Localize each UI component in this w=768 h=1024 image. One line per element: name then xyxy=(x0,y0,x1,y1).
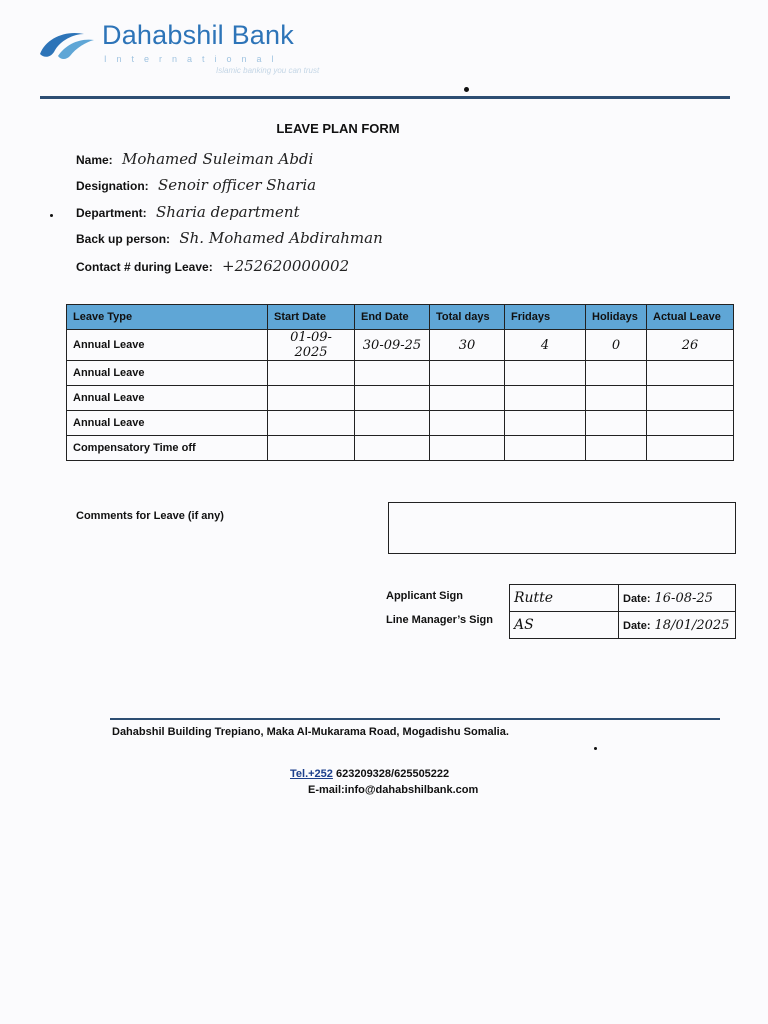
leave-type-cell: Annual Leave xyxy=(67,361,268,386)
leave-type-cell: Compensatory Time off xyxy=(67,436,268,461)
table-header-row xyxy=(67,305,734,330)
table-row xyxy=(67,330,734,361)
footer-email[interactable]: E-mail:info@dahabshilbank.com xyxy=(308,784,479,796)
form-title: LEAVE PLAN FORM xyxy=(276,121,400,136)
col-leave-type: Leave Type xyxy=(67,305,268,330)
ink-dot xyxy=(594,747,597,750)
applicant-date xyxy=(619,585,736,612)
designation-label: Designation: xyxy=(76,179,149,193)
signature-table xyxy=(509,584,736,639)
col-fridays: Fridays xyxy=(505,305,586,330)
comments-box[interactable] xyxy=(388,502,736,554)
holidays-cell xyxy=(586,386,647,411)
start-date-cell xyxy=(268,436,355,461)
manager-signature: AS xyxy=(510,612,619,639)
ink-dot xyxy=(464,87,469,92)
leave-type-cell: Annual Leave xyxy=(67,330,268,361)
table-row xyxy=(67,436,734,461)
manager-date xyxy=(619,612,736,639)
actual-leave-cell: 26 xyxy=(647,330,734,361)
department-value: Sharia department xyxy=(156,203,300,221)
bank-logo xyxy=(36,18,336,82)
bank-tagline: Islamic banking you can trust xyxy=(216,66,320,75)
end-date-cell xyxy=(355,436,430,461)
start-date-cell: 01-09-2025 xyxy=(268,330,355,361)
start-date-cell xyxy=(268,411,355,436)
manager-sign-label: Line Manager’s Sign xyxy=(386,614,493,626)
telephone-numbers: 623209328/625505222 xyxy=(332,768,450,780)
footer-telephone xyxy=(290,768,449,780)
backup-label: Back up person: xyxy=(76,232,171,246)
fridays-cell xyxy=(505,386,586,411)
table-row xyxy=(67,386,734,411)
total-days-cell: 30 xyxy=(430,330,505,361)
start-date-cell xyxy=(268,361,355,386)
col-holidays: Holidays xyxy=(586,305,647,330)
end-date-cell xyxy=(355,386,430,411)
actual-leave-cell xyxy=(647,411,734,436)
designation-value: Senoir officer Sharia xyxy=(158,176,317,194)
name-label: Name: xyxy=(76,153,113,167)
department-label: Department: xyxy=(76,206,147,220)
leave-type-cell: Annual Leave xyxy=(67,411,268,436)
header-divider xyxy=(40,96,730,99)
name-field xyxy=(76,150,313,168)
bank-name: Dahabshil Bank xyxy=(102,20,294,50)
holidays-cell xyxy=(586,361,647,386)
applicant-sign-row xyxy=(510,585,736,612)
col-end-date: End Date xyxy=(355,305,430,330)
col-start-date: Start Date xyxy=(268,305,355,330)
telephone-link[interactable]: Tel.+252 xyxy=(290,768,333,780)
total-days-cell xyxy=(430,411,505,436)
manager-date-value: 18/01/2025 xyxy=(654,617,730,633)
contact-value: +252620000002 xyxy=(222,257,350,275)
applicant-signature: Rutte xyxy=(510,585,619,612)
start-date-cell xyxy=(268,386,355,411)
fridays-cell: 4 xyxy=(505,330,586,361)
applicant-sign-label: Applicant Sign xyxy=(386,590,463,602)
backup-field xyxy=(76,229,383,247)
fridays-cell xyxy=(505,436,586,461)
holidays-cell xyxy=(586,436,647,461)
manager-date-label: Date: xyxy=(623,619,651,632)
ink-dot xyxy=(50,214,53,217)
actual-leave-cell xyxy=(647,361,734,386)
total-days-cell xyxy=(430,361,505,386)
department-field xyxy=(76,203,300,221)
manager-sign-row xyxy=(510,612,736,639)
swirl-logo-icon xyxy=(36,24,98,64)
applicant-date-label: Date: xyxy=(623,592,651,605)
end-date-cell: 30-09-25 xyxy=(355,330,430,361)
backup-value: Sh. Mohamed Abdirahman xyxy=(179,229,383,247)
contact-label: Contact # during Leave: xyxy=(76,260,213,274)
contact-field xyxy=(76,257,349,275)
applicant-date-value: 16-08-25 xyxy=(654,590,713,606)
total-days-cell xyxy=(430,386,505,411)
total-days-cell xyxy=(430,436,505,461)
bank-subtitle: International xyxy=(104,54,284,64)
holidays-cell: 0 xyxy=(586,330,647,361)
footer-address: Dahabshil Building Trepiano, Maka Al-Mukarama Road, Mogadishu Somalia. xyxy=(112,726,509,738)
fridays-cell xyxy=(505,361,586,386)
end-date-cell xyxy=(355,411,430,436)
fridays-cell xyxy=(505,411,586,436)
actual-leave-cell xyxy=(647,436,734,461)
leave-table xyxy=(66,304,734,461)
table-row xyxy=(67,411,734,436)
holidays-cell xyxy=(586,411,647,436)
end-date-cell xyxy=(355,361,430,386)
actual-leave-cell xyxy=(647,386,734,411)
footer-divider xyxy=(110,718,720,720)
leave-type-cell: Annual Leave xyxy=(67,386,268,411)
col-total-days: Total days xyxy=(430,305,505,330)
name-value: Mohamed Suleiman Abdi xyxy=(122,150,314,168)
col-actual-leave: Actual Leave xyxy=(647,305,734,330)
comments-label: Comments for Leave (if any) xyxy=(76,510,224,522)
table-row xyxy=(67,361,734,386)
designation-field xyxy=(76,176,316,194)
